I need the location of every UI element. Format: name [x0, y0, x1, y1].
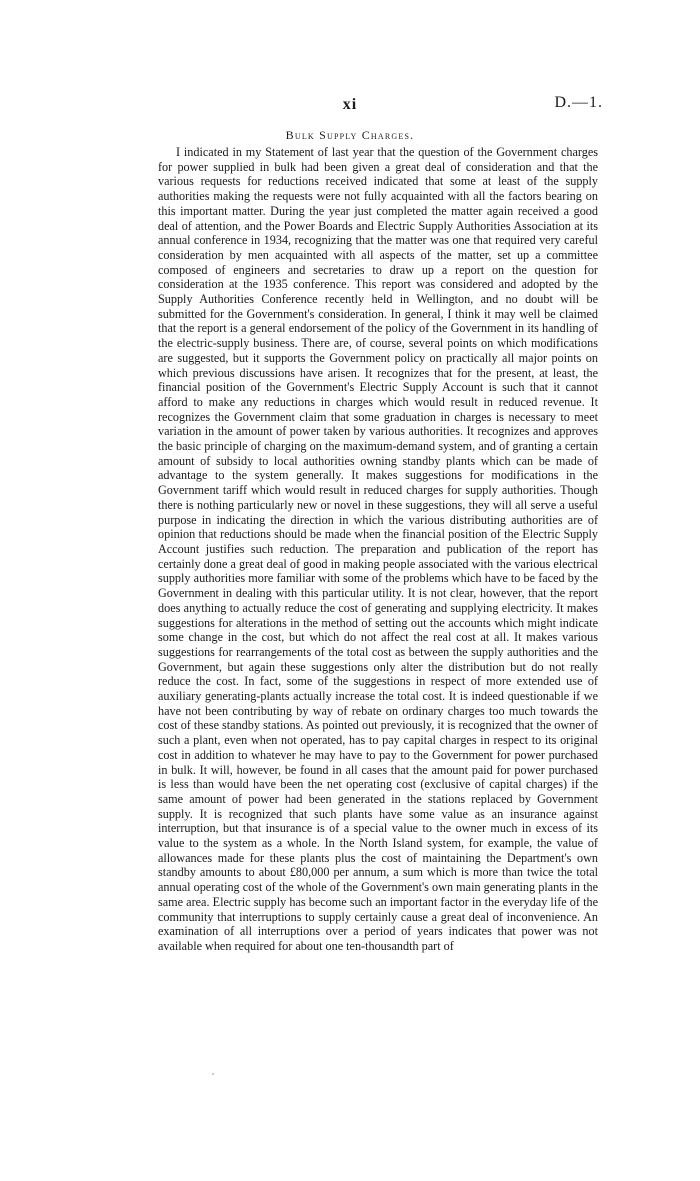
body-paragraph: I indicated in my Statement of last year that the question of the Government charges for power supplied in bulk had been given a great deal of consideration and that the various requests for reductions received indicated that some at least of the supply authorities making the requests were not fully acquainted with all the factors bearing on this important matter. During the year just completed the matter again received a good deal of attention, and the Power Boards and Electric Supply Authorities Association at its annual conference in 1934, recognizing that the matter was one that required very careful consideration by men acquainted with all aspects of the matter, set up a committee composed of engineers and secretaries to draw up a report on the question for consideration at the 1935 conference. This report was considered and adopted by the Supply Authorities Conference recently held in Wellington, and no doubt will be submitted for the Government's consideration. In general, I think it may well be claimed that the report is a general endorsement of the policy of the Government in its handling of the electric-supply business. There are, of course, several points on which modifications are suggested, but it supports the Government policy on practically all major points on which previous discussions have arisen. It recognizes that for the present, at least, the financial position of the Government's Electric Supply Account is such that it cannot afford to make any reductions in charges which would result in reduced revenue. It recognizes the Government claim that some graduation in charges is necessary to meet variation in the amount of power taken by various authorities. It recognizes and approves the basic principle of charging on the maximum-demand system, and of granting a certain amount of subsidy to local authorities owning standby plants which can be made of advantage to the system generally. It makes suggestions for modifications in the Government tariff which would result in reduced charges for supply authorities. Though there is nothing particularly new or novel in these suggestions, they will all serve a useful purpose in indicating the direction in which the various distributing authorities are of opinion that reductions should be made when the financial position of the Electric Supply Account justifies such reduction. The preparation and publication of the report has certainly done a great deal of good in making people associated with the various electrical supply authorities more familiar with some of the problems which have to be faced by the Government in dealing with this particular utility. It is not clear, however, that the report does anything to actually reduce the cost of generating and supplying electricity. It makes suggestions for alterations in the method of setting out the accounts which might indicate some change in the cost, but which do not affect the real cost at all. It makes various suggestions for rearrangements of the total cost as between the supply authorities and the Government, but again these suggestions only alter the distribution but do not really reduce the cost. In fact, some of the suggestions in respect of more extended use of auxiliary generating-plants actually increase the total cost. It is indeed questionable if we have not been contributing by way of rebate on ordinary charges too much towards the cost of these standby stations. As pointed out previously, it is recognized that the owner of such a plant, even when not operated, has to pay capital charges in respect to its original cost in addition to whatever he may have to pay to the Government for power purchased in bulk. It will, however, be found in all cases that the amount paid for power purchased is less than would have been the net operating cost (exclusive of capital charges) if the same amount of power had been generated in the stations replaced by Government supply. It is recognized that such plants have some value as an insurance against interruption, but that insurance is of a special value to the owner much in excess of its value to the system as a whole. In the North Island system, for example, the value of allowances made for these plants plus the cost of maintaining the Department's own standby amounts to about £80,000 per annum, a sum which is more than twice the total annual operating cost of the whole of the Government's own main generating plants in the same area. Electric supply has become such an important factor in the everyday life of the community that interruptions to supply certainly cause a great deal of inconvenience. An examination of all interruptions over a period of years indicates that power was not available when required for about one ten-thousandth part of — [158, 145, 598, 953]
section-heading: Bulk Supply Charges. — [285, 128, 415, 142]
document-reference: D.—1. — [554, 94, 603, 111]
page-number: xi — [342, 96, 358, 113]
paper-speck — [212, 1073, 214, 1075]
